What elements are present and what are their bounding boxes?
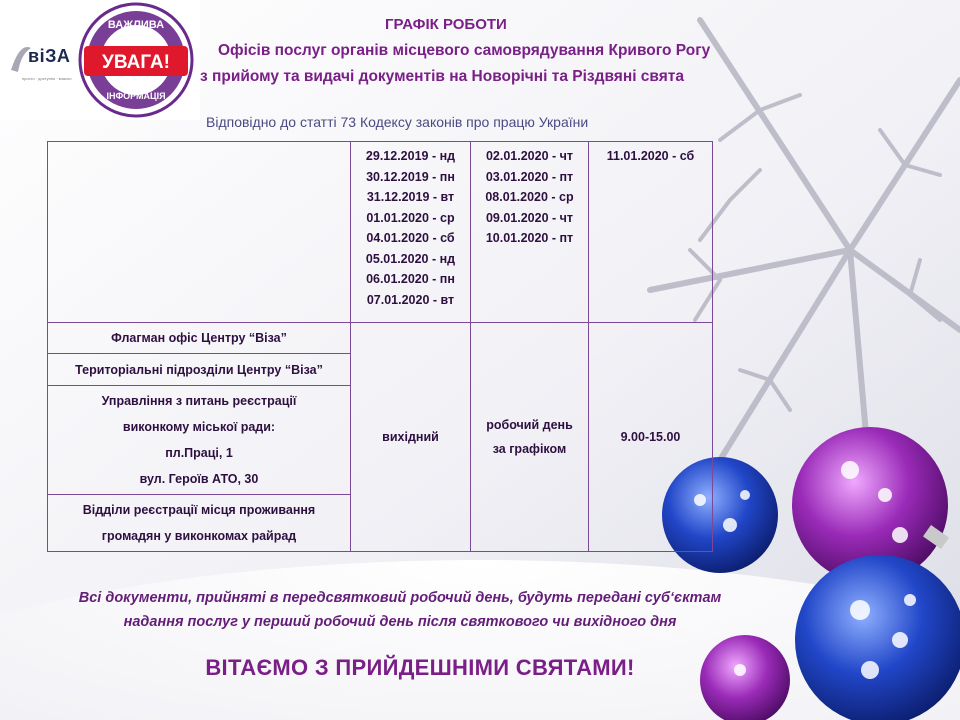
badge-main-text: УВАГА! (102, 52, 170, 73)
date-group-2 (471, 142, 589, 323)
status-text: вихідний (382, 430, 439, 444)
date-item: 30.12.2019 - пн (366, 169, 455, 184)
dates-row (48, 142, 713, 323)
status-cell-working (471, 323, 589, 552)
row-label-text: Територіальні підрозділи Центру “Віза” (75, 362, 323, 377)
date-item: 07.01.2020 - вт (366, 292, 455, 307)
notice-line2: надання послуг у перший робочий день після святкового чи вихідного дня (123, 614, 677, 630)
office-residence-registration (48, 495, 351, 552)
badge-bottom-text: ІНФОРМАЦІЯ (106, 91, 166, 101)
date-item: 01.01.2020 - ср (366, 210, 455, 225)
header-empty-cell (48, 142, 351, 323)
holiday-greeting: ВІТАЄМО З ПРИЙДЕШНІМИ СВЯТАМИ! (205, 655, 635, 680)
viza-logo-text: віЗА (28, 46, 71, 66)
page-subtitle-line2: з прийому та видачі документів на Новорічні та Різдвяні свята (200, 68, 685, 85)
office-flagship (48, 323, 351, 354)
schedule-table (47, 141, 713, 552)
status-text: за графіком (492, 442, 567, 456)
status-cell-holiday (351, 323, 471, 552)
status-text: 9.00-15.00 (620, 430, 681, 444)
page-subtitle-line1: Офісів послуг органів місцевого самоврядування Кривого Рогу (218, 42, 711, 59)
office-row (48, 323, 713, 354)
page-title: ГРАФІК РОБОТИ (385, 16, 507, 33)
row-label-text: Відділи реєстрації місця проживання (82, 503, 316, 517)
row-label-text: Управління з питань реєстрації (101, 394, 297, 408)
status-text: робочий день (486, 418, 573, 432)
row-label-text: вул. Героїв АТО, 30 (139, 472, 259, 486)
date-item: 10.01.2020 - пт (485, 231, 574, 245)
date-item: 31.12.2019 - вт (366, 190, 455, 204)
date-item: 06.01.2020 - пн (366, 272, 455, 286)
row-label-text: громадян у виконкомах райрад (101, 529, 297, 543)
date-group-3 (589, 142, 713, 323)
date-item: 29.12.2019 - нд (365, 149, 456, 163)
logo-area (0, 0, 200, 120)
badge-top-text: ВАЖЛИВА (107, 19, 165, 31)
attention-badge (76, 0, 196, 120)
date-item: 09.01.2020 - чт (485, 210, 574, 225)
date-item: 11.01.2020 - сб (606, 149, 695, 163)
date-item: 08.01.2020 - ср (485, 190, 574, 204)
notice-line1: Всі документи, прийняті в передсвятковий робочий день, будуть передані суб‘єктам (78, 590, 722, 606)
date-item: 05.01.2020 - нд (365, 251, 456, 266)
office-registration-dept (48, 386, 351, 495)
date-item: 04.01.2020 - сб (366, 231, 455, 245)
status-cell-hours (589, 323, 713, 552)
legal-basis: Відповідно до статті 73 Кодексу законів про працю України (206, 114, 589, 130)
office-territorial (48, 354, 351, 386)
viza-logo-tagline: просто · доступно · вчасно (22, 76, 72, 81)
date-item: 03.01.2020 - пт (485, 169, 574, 184)
row-label-text: пл.Праці, 1 (165, 446, 233, 460)
date-item: 02.01.2020 - чт (485, 149, 574, 163)
date-group-1 (351, 142, 471, 323)
row-label-text: Флагман офіс Центру “Віза” (111, 331, 287, 345)
row-label-text: виконкому міської ради: (122, 420, 276, 434)
